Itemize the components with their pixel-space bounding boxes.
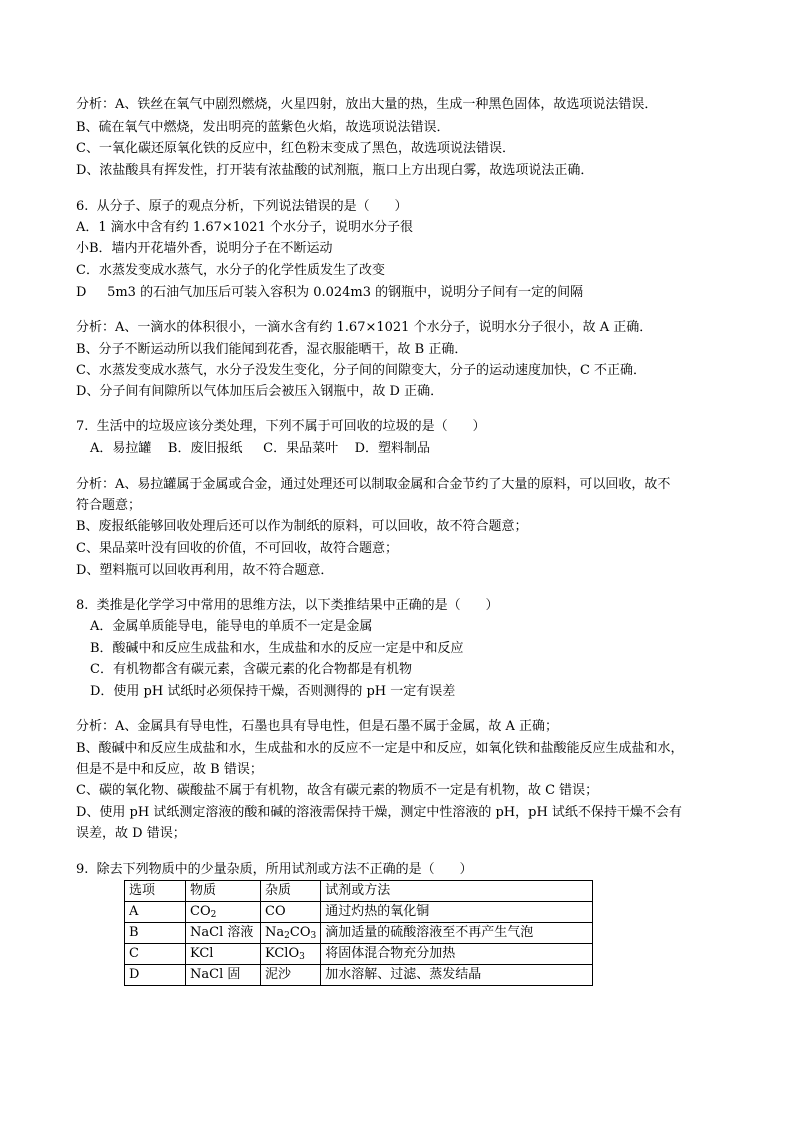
header-method: 试剂或方法 [321,881,593,902]
row-d-method: 加水溶解、过滤、蒸发结晶 [321,965,593,986]
q8-option-c: C．有机物都含有碳元素，含碳元素的化合物都是有机物 [90,662,412,677]
q6-analysis-line-a: 分析：A、一滴水的体积很小，一滴水含有约 1.67×1021 个水分子，说明水分子很小，故 A 正确． [76,320,653,335]
row-b-method: 滴加适量的硫酸溶液至不再产生气泡 [321,923,593,944]
row-d-option: D [125,965,186,986]
q8-option-a: A．金属单质能导电，能导电的单质不一定是金属 [90,619,373,634]
q8-analysis-line-b-cont: 但是不是中和反应，故 B 错误； [76,762,263,777]
q7-analysis-line-d: D、塑料瓶可以回收再利用，故不符合题意． [76,563,334,578]
row-b-substance: NaCl 溶液 [186,923,261,944]
q5-analysis-line-b: B、硫在氧气中燃烧，发出明亮的蓝紫色火焰，故选项说法错误． [76,120,450,135]
table-row [125,944,593,965]
q8-stem: 8. 类推是化学学习中常用的思维方法，以下类推结果中正确的是（ ） [76,598,499,613]
q6-option-d: D 5m3 的石油气加压后可装入容积为 0.024m3 的钢瓶中，说明分子间有一定的间隔 [76,285,584,300]
q8-option-d: D．使用 pH 试纸时必须保持干燥，否则测得的 pH 一定有误差 [90,684,456,699]
row-c-substance: KCl [186,944,261,965]
header-substance: 物质 [186,881,261,902]
q8-analysis-line-c: C、碳的氧化物、碳酸盐不属于有机物，故含有碳元素的物质不一定是有机物，故 C 错误； [76,783,599,798]
row-b-option: B [125,923,186,944]
q8-analysis-line-b: B、酸碱中和反应生成盐和水，生成盐和水的反应不一定是中和反应，如氧化铁和盐酸能反应生成盐和水， [76,741,684,756]
row-a-substance: $CO_2$ [186,902,261,923]
q6-analysis-line-d: D、分子间有间隙所以气体加压后会被压入钢瓶中，故 D 正确． [76,384,444,399]
row-c-option: C [125,944,186,965]
row-d-impurity: 泥沙 [261,965,321,986]
q8-analysis-line-a: 分析：A、金属具有导电性，石墨也具有导电性，但是石墨不属于金属，故 A 正确； [76,719,559,734]
q7-stem: 7. 生活中的垃圾应该分类处理，下列不属于可回收的垃圾的是（ ） [76,419,486,434]
row-a-option: A [125,902,186,923]
q8-analysis-line-d: D、使用 pH 试纸测定溶液的酸和碱的溶液需保持干燥，测定中性溶液的 pH，pH 试纸不保持干燥不会有 [76,805,682,820]
q6-analysis-line-b: B、分子不断运动所以我们能闻到花香，湿衣服能晒干，故 B 正确． [76,342,468,357]
table-header-row [125,881,593,902]
q5-analysis-line-d: D、浓盐酸具有挥发性，打开装有浓盐酸的试剂瓶，瓶口上方出现白雾，故选项说法正确． [76,163,594,178]
q6-stem: 6. 从分子、原子的观点分析，下列说法错误的是（ ） [76,199,408,214]
header-impurity: 杂质 [261,881,321,902]
table-row [125,923,593,944]
row-d-substance: NaCl 固 [186,965,261,986]
q7-analysis-line-a: 分析：A、易拉罐属于金属或合金，通过处理还可以制取金属和合金节约了大量的原料，可以回收，故不 [76,477,671,492]
q5-analysis-line-a: 分析：A、铁丝在氧气中剧烈燃烧，火星四射，放出大量的热，生成一种黑色固体，故选项说法错误． [76,97,658,112]
q6-option-a: A．1 滴水中含有约 1.67×1021 个水分子，说明水分子很 [76,220,413,235]
q7-analysis-line-a-cont: 符合题意； [76,498,142,513]
row-a-impurity: CO [261,902,321,923]
q8-option-b: B．酸碱中和反应生成盐和水，生成盐和水的反应一定是中和反应 [90,641,464,656]
q9-stem: 9. 除去下列物质中的少量杂质，所用试剂或方法不正确的是（ ） [76,862,473,877]
row-a-method: 通过灼热的氧化铜 [321,902,593,923]
q8-analysis-line-d-cont: 误差，故 D 错误； [76,826,186,841]
q6-analysis-line-c: C、水蒸发变成水蒸气，水分子没发生变化，分子间的间隙变大，分子的运动速度加快，C 不正确． [76,363,647,378]
q7-options: A．易拉罐 B．废旧报纸 C．果品菜叶 D．塑料制品 [90,441,431,456]
q6-option-c: C．水蒸发变成水蒸气，水分子的化学性质发生了改变 [76,263,385,278]
row-b-impurity: $Na_2CO_3$ [261,923,321,944]
q9-table [124,880,593,986]
q7-analysis-line-c: C、果品菜叶没有回收的价值，不可回收，故符合题意； [76,541,398,556]
row-c-impurity: KClO$_3$ [261,944,321,965]
q5-analysis-line-c: C、一氧化碳还原氧化铁的反应中，红色粉末变成了黑色，故选项说法错误． [76,141,515,156]
row-c-method: 将固体混合物充分加热 [321,944,593,965]
q7-analysis-line-b: B、废报纸能够回收处理后还可以作为制纸的原料，可以回收，故不符合题意； [76,519,528,534]
table-row [125,965,593,986]
q6-option-b: 小B．墙内开花墙外香，说明分子在不断运动 [76,241,333,256]
header-option: 选项 [125,881,186,902]
table-row [125,902,593,923]
